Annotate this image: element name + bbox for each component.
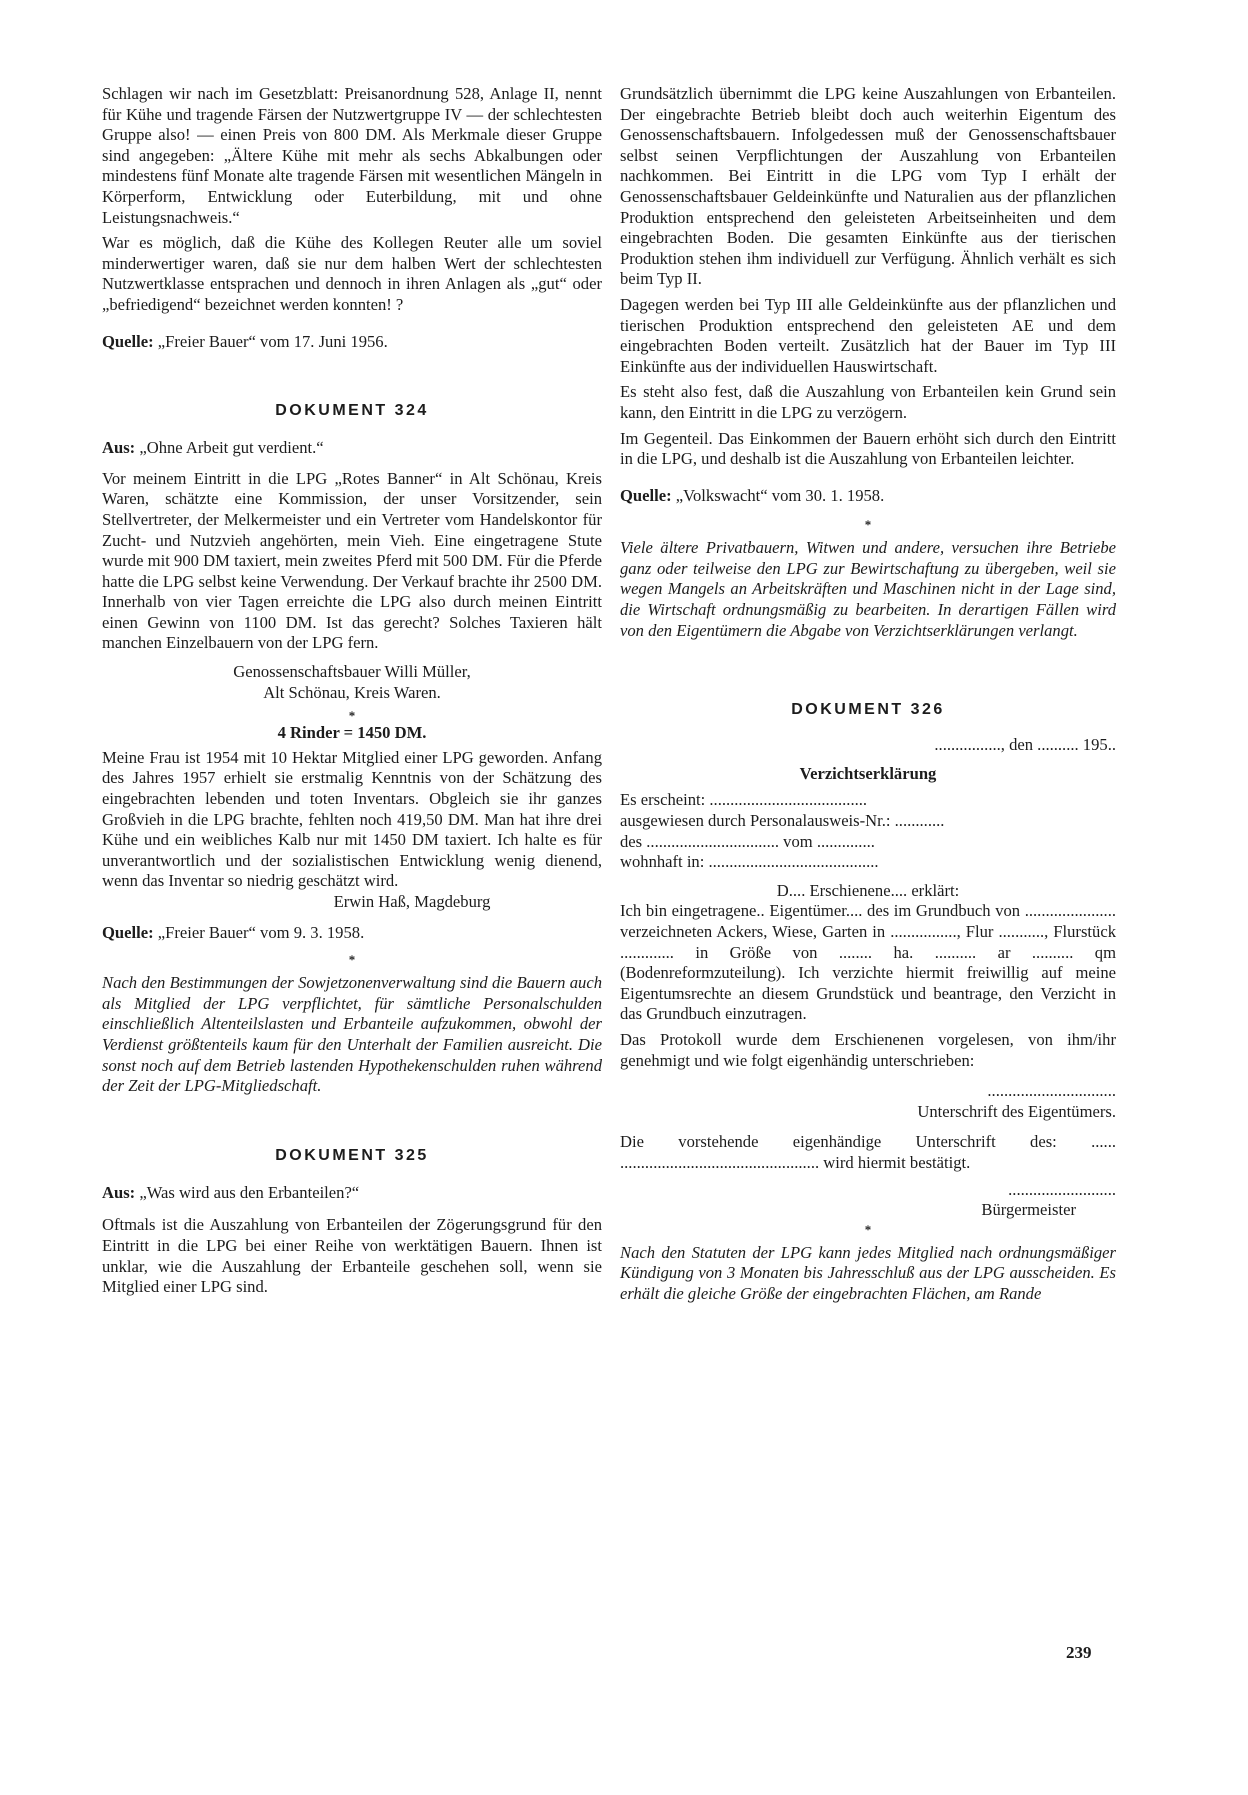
right-column [620,84,1116,1305]
document-325-title: DOKUMENT 325 [275,1146,429,1164]
form-field-wohnhaft: wohnhaft in: ......................................... [620,852,879,872]
source-label: Quelle: [102,331,154,351]
right-paragraph-4: Im Gegenteil. Das Einkommen der Bauern erhöht sich durch den Eintritt in die LPG, und deshalb ist die Auszahlung von Erbanteilen leichter. [620,428,1116,469]
aus-text: „Ohne Arbeit gut verdient.“ [139,438,324,458]
document-324-aus [102,438,602,459]
left-column [102,84,602,1298]
source-text: „Freier Bauer“ vom 17. Juni 1956. [157,331,388,351]
form-date-line: ................, den .......... 195.. [934,735,1116,755]
form-protocol: Das Protokoll wurde dem Erschienenen vorgelesen, von ihm/ihr genehmigt und wie folgt eigenhändig unterschrieben: [620,1029,1116,1070]
form-confirmation: Die vorstehende eigenhändige Unterschrift des: ...... ................................................ wird hiermit bestätigt. [620,1132,1116,1172]
document-325-paragraph: Oftmals ist die Auszahlung von Erbanteilen der Zögerungsgrund für den Eintritt in die LPG bei einer Reihe von werktätigen Bauern. Ihnen ist unklar, wie die Auszahlung der Erbanteile geschehen soll, wenn sie Mitglied einer LPG sind. [102,1215,602,1297]
signature-line-1: Genossenschaftsbauer Willi Müller, [233,662,471,682]
mayor-signature-label: Bürgermeister [981,1200,1076,1220]
editor-note: Viele ältere Privatbauern, Witwen und andere, versuchen ihre Betriebe ganz oder teilweise den LPG zur Bewirtschaftung zu übergeben, weil sie wegen Mangels an Arbeitskräften und Maschinen nicht in der Lage sind, die Wirtschaft ordnungsmäßig zu bearbeiten. In derartigen Fällen wird von den Eigentümern die Abgabe von Verzichtserklärungen verlangt. [620,538,1116,640]
form-field-ausweis: ausgewiesen durch Personalausweis-Nr.: ............ [620,811,945,831]
source-text: „Freier Bauer“ vom 9. 3. 1958. [157,922,365,942]
document-324-paragraph-2: Meine Frau ist 1954 mit 10 Hektar Mitglied einer LPG geworden. Anfang des Jahres 1957 erhielt sie erstmalig Kenntnis von der Schätzung des eingebrachten lebenden und toten Inventars. Obgleich sie ihr ganzes Großvieh in die LPG brachte, fehlten noch 419,50 DM. Man hat ihre drei Kühe und ein weibliches Kalb nur mit 1450 DM taxiert. Ich halte es für unverantwortlich und der sozialistischen Entwicklung wenig dienend, wenn das Inventar so niedrig geschätzt wird. [102,747,602,891]
document-325-aus [102,1183,602,1204]
editor-note: Nach den Statuten der LPG kann jedes Mitglied nach ordnungsmäßiger Kündigung von 3 Monaten bis Jahresschluß aus der LPG ausscheiden. Es erhält die gleiche Größe der eingebrachten Flächen, am Rande [620,1242,1116,1303]
form-title: Verzichtserklärung [799,763,937,783]
aus-text: „Was wird aus den Erbanteilen?“ [139,1182,360,1202]
owner-signature-label: Unterschrift des Eigentümers. [917,1101,1116,1121]
editor-note: Nach den Bestimmungen der Sowjetzonenverwaltung sind die Bauern auch als Mitglied der LPG verpflichtet, für sämtliche Personalschulden einschließlich Altenteilslasten und Erbanteile aufzukommen, obwohl der Verdienst größtenteils kaum für den Unterhalt der Familien ausreicht. Die sonst noch auf dem Betrieb lastenden Hypothekenschulden ruhen während der Zeit der LPG-Mitgliedschaft. [102,973,602,1096]
right-paragraph-3: Es steht also fest, daß die Auszahlung von Erbanteilen kein Grund sein kann, den Eintritt in die LPG zu verzögern. [620,382,1116,422]
document-326-title: DOKUMENT 326 [791,701,945,719]
owner-signature-dots: ............................... [987,1081,1116,1101]
star-separator: * [864,517,872,533]
aus-label: Aus: [102,438,136,458]
source-label: Quelle: [620,485,672,505]
star-separator: * [864,1221,872,1237]
intro-source [102,332,602,353]
mayor-signature-dots: .......................... [1008,1179,1116,1199]
form-declares: D.... Erschienene.... erklärt: [776,880,960,900]
right-paragraph-1: Grundsätzlich übernimmt die LPG keine Auszahlungen von Erbanteilen. Der eingebrachte Betrieb bleibt doch auch weiterhin Eigentum des Genossenschaftsbauern. Infolgedessen muß der Genossenschaftsbauer selbst seinen Verpflichtungen der Auszahlung von Erbanteilen nachkommen. Bei Eintritt in die LPG vom Typ I erhält der Genossenschaftsbauer Geldeinkünfte und Naturalien aus der pflanzlichen Produktion entsprechend den geleisteten Arbeitseinheiten und dem eingebrachten Boden. Die gesamten Einkünfte aus der tierischen Produktion stehen ihm individuell zur Verfügung. Ähnlich verhält es sich beim Typ II. [620,84,1116,289]
aus-label: Aus: [102,1182,136,1202]
document-325-source [620,486,1116,507]
document-324-paragraph: Vor meinem Eintritt in die LPG „Rotes Banner“ in Alt Schönau, Kreis Waren, schätzte eine Kommission, der unser Vorsitzender, sein Stellvertreter, der Melkermeister und ein Vertreter vom Handelskontor für Zucht- und Nutzvieh angehörten, mein Vieh. Eine eingetragene Stute wurde mit 900 DM taxiert, mein zweites Pferd mit 500 DM. Für die Pferde hatte die LPG selbst keine Verwendung. Der Verkauf brachte ihr 2500 DM. Innerhalb von vier Tagen erreichte die LPG also durch meinen Eintritt einen Gewinn von 1100 DM. Ist das gerecht? Solches Taxieren hält manchen Einzelbauern von der LPG fern. [102,468,602,653]
form-body: Ich bin eingetragene.. Eigentümer.... des im Grundbuch von ...................... verzeichneten Ackers, Wiese, Garten in ................, Flur ..........., Flurstück ............. in Größe von ........ ha. .......... ar .......... qm (Bodenreformzuteilung). Ich verzichte hiermit freiwillig auf meine Eigentumsrechte an diesem Grundstück und beantrage, den Verzicht in das Grundbuch einzutragen. [620,901,1116,1024]
page-number: 239 [1066,1643,1092,1662]
source-label: Quelle: [102,922,154,942]
source-text: „Volkswacht“ vom 30. 1. 1958. [675,485,885,505]
signature-line-2: Alt Schönau, Kreis Waren. [263,682,441,702]
subheading-rinder: 4 Rinder = 1450 DM. [277,723,427,743]
intro-paragraph-1: Schlagen wir nach im Gesetzblatt: Preisanordnung 528, Anlage II, nennt für Kühe und tragende Färsen der Nutzwertgruppe IV — der schlechtesten Gruppe also! — einen Preis von 800 DM. Als Merkmale dieser Gruppe sind angegeben: „Ältere Kühe mit mehr als sechs Abkalbungen oder mindestens fünf Monate alte tragende Färsen mit wesentlichen Mängeln in Körperform, Entwicklung oder Euterbildung, mit und ohne Leistungsnachweis.“ [102,84,602,227]
star-separator: * [348,708,356,724]
signature-line-3: Erwin Haß, Magdeburg [333,892,491,911]
form-field-erscheint: Es erscheint: ...................................... [620,790,868,810]
star-separator: * [348,952,356,968]
form-field-des-vom: des ................................ vom .............. [620,831,875,851]
document-324-title: DOKUMENT 324 [275,402,429,420]
document-324-source [102,923,602,944]
right-paragraph-2: Dagegen werden bei Typ III alle Geldeinkünfte aus der pflanzlichen und tierischen Produktion entsprechend den geleisteten AE und dem eingebrachten Boden verteilt. Zusätzlich hat der Bauer im Typ III Einkünfte aus der individuellen Hauswirtschaft. [620,294,1116,376]
intro-paragraph-2: War es möglich, daß die Kühe des Kollegen Reuter alle um soviel minderwertiger waren, daß sie nur dem halben Wert der schlechtesten Nutzwertklasse entsprachen und dennoch in ihren Anlagen als „gut“ oder „befriedigend“ bezeichnet werden konnten! ? [102,233,602,314]
